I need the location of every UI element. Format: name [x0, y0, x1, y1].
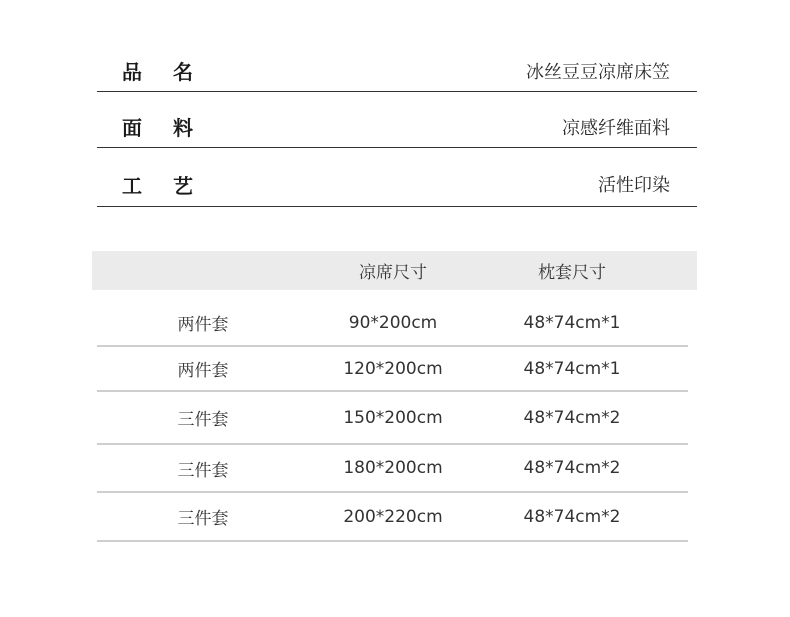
table-row — [97, 493, 688, 542]
table-cell-pillowcase-size: 48*74cm*2 — [523, 458, 621, 478]
spec-value: 活性印染 — [598, 175, 670, 196]
table-cell-mat-size: 200*220cm — [343, 506, 443, 527]
spec-label: 面 料 — [122, 116, 193, 140]
spec-value: 冰丝豆豆凉席床笠 — [526, 61, 670, 83]
table-cell-pillowcase-size: 48*74cm*2 — [523, 506, 621, 527]
table-cell-set: 两件套 — [177, 315, 229, 335]
table-cell-mat-size: 180*200cm — [343, 458, 443, 478]
spec-label: 工 艺 — [122, 173, 193, 198]
table-cell-set: 三件套 — [177, 509, 229, 529]
table-cell-set: 两件套 — [177, 361, 229, 381]
table-row — [97, 347, 688, 392]
header-cell-mat-size: 凉席尺寸 — [359, 263, 427, 283]
spec-label: 品 名 — [122, 60, 193, 84]
table-cell-mat-size: 90*200cm — [348, 312, 438, 333]
table-cell-pillowcase-size: 48*74cm*1 — [523, 358, 621, 379]
spec-row-product-name — [97, 50, 697, 92]
table-row — [97, 300, 688, 347]
table-cell-pillowcase-size: 48*74cm*2 — [523, 407, 621, 428]
size-table-header — [92, 251, 697, 290]
header-cell-pillowcase-size: 枕套尺寸 — [538, 263, 606, 283]
table-cell-set: 三件套 — [177, 410, 229, 430]
table-row — [97, 445, 688, 493]
table-cell-set: 三件套 — [177, 460, 229, 481]
spec-row-process — [97, 162, 697, 207]
spec-value: 凉感纤维面料 — [562, 117, 670, 139]
table-cell-mat-size: 120*200cm — [343, 358, 443, 379]
table-row — [97, 392, 688, 445]
table-cell-mat-size: 150*200cm — [343, 407, 443, 428]
table-cell-pillowcase-size: 48*74cm*1 — [523, 312, 621, 333]
spec-row-fabric — [97, 106, 697, 148]
